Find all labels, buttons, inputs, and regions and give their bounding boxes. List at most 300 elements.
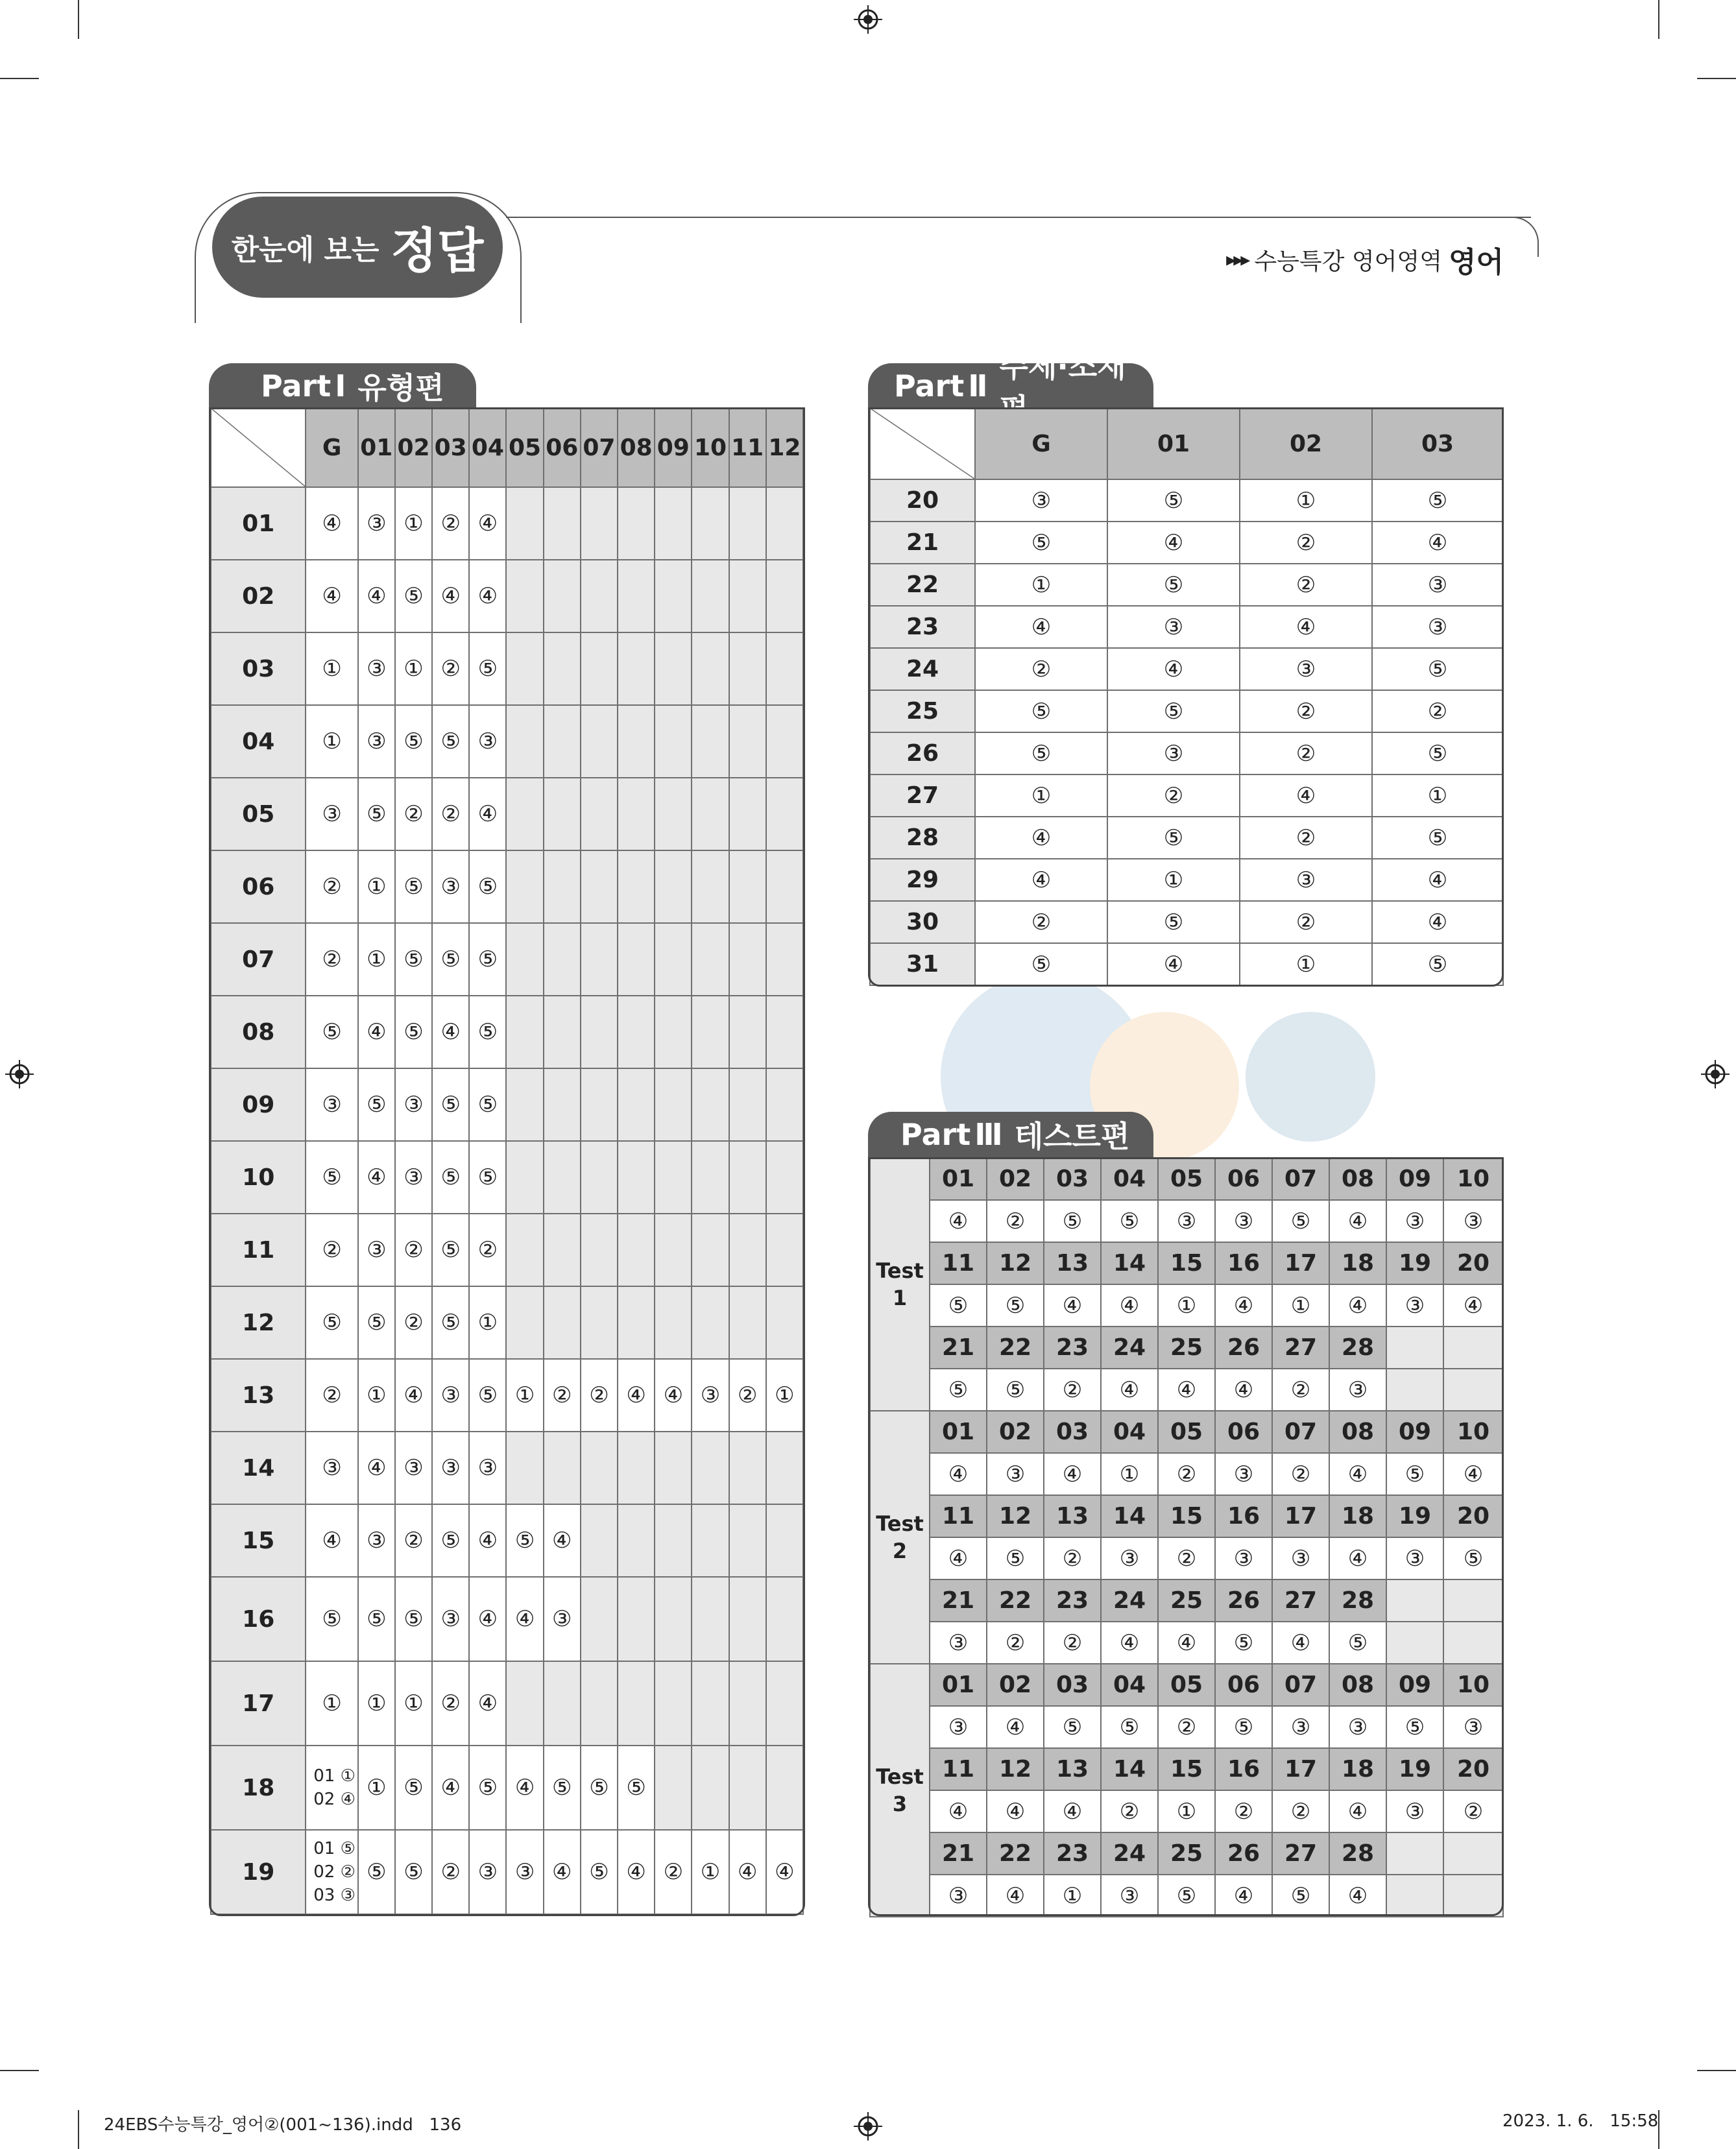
answer-cell: ⑤ <box>358 1830 395 1914</box>
part2-tab-title: 주제·소재 <box>999 349 1126 384</box>
answer-cell: ② <box>1443 1790 1503 1832</box>
answer-cell: ⑤ <box>469 1746 506 1830</box>
crop-mark <box>78 2110 79 2149</box>
crop-mark <box>1697 78 1736 79</box>
question-number: 24 <box>1101 1832 1158 1875</box>
answer-cell: ③ <box>358 705 395 778</box>
answer-cell: ② <box>1044 1622 1101 1664</box>
answer-cell: ① <box>975 774 1107 817</box>
answer-cell: ⑤ <box>395 1577 432 1661</box>
answer-cell: ⑤ <box>1386 1453 1443 1495</box>
answer-cell: ③ <box>1101 1875 1158 1917</box>
header-rule-end <box>1512 217 1539 257</box>
answer-cell: ③ <box>358 1214 395 1286</box>
question-number: 10 <box>1443 1411 1503 1453</box>
answer-cell: ④ <box>1329 1875 1386 1917</box>
question-number: 23 <box>1044 1327 1101 1369</box>
answer-cell: ① <box>1158 1790 1215 1832</box>
row-number: 08 <box>211 996 306 1068</box>
question-number: 16 <box>1215 1242 1272 1284</box>
answer-cell: ④ <box>469 778 506 850</box>
question-number: 13 <box>1044 1495 1101 1537</box>
watermark-circle <box>1246 1012 1375 1142</box>
answer-cell: ③ <box>930 1875 987 1917</box>
question-number: 26 <box>1215 1327 1272 1369</box>
answer-cell: ⑤ <box>930 1284 987 1327</box>
answer-cell: ③ <box>1158 1200 1215 1242</box>
answer-cell: ④ <box>1107 943 1240 985</box>
answer-cell: ⑤ <box>395 850 432 923</box>
row-number: 09 <box>211 1068 306 1141</box>
answer-cell: ① <box>1158 1284 1215 1327</box>
answer-cell: ④ <box>1240 606 1372 648</box>
part3-tab-part: Part <box>900 1117 971 1152</box>
question-number: 01 <box>930 1664 987 1706</box>
answer-cell: ③ <box>1386 1537 1443 1579</box>
answer-cell: ⑤ <box>581 1830 618 1914</box>
question-number: 13 <box>1044 1242 1101 1284</box>
answer-cell: ② <box>432 778 469 850</box>
answer-cell: ① <box>692 1830 729 1914</box>
question-number: 13 <box>1044 1748 1101 1790</box>
answer-cell: ④ <box>395 1359 432 1432</box>
answer-cell: ④ <box>1329 1537 1386 1579</box>
answer-cell: ⑤ <box>1372 648 1503 690</box>
answer-cell: ② <box>432 632 469 705</box>
answer-cell: ② <box>1372 690 1503 732</box>
row-number: 11 <box>211 1214 306 1286</box>
answer-cell: ⑤ <box>987 1369 1044 1411</box>
question-number: 04 <box>1101 1664 1158 1706</box>
answer-cell: ④ <box>469 1661 506 1746</box>
answer-cell: ⑤ <box>1372 943 1503 985</box>
answer-cell: ② <box>544 1359 581 1432</box>
answer-cell: ④ <box>1372 901 1503 943</box>
question-number: 27 <box>1272 1832 1329 1875</box>
answer-cell: ③ <box>432 1359 469 1432</box>
answer-cell: ② <box>1158 1706 1215 1748</box>
answer-cell: ⑤ <box>1386 1706 1443 1748</box>
answer-cell: ④ <box>306 1504 357 1577</box>
question-number: 14 <box>1101 1495 1158 1537</box>
answer-cell: ③ <box>1101 1537 1158 1579</box>
answer-cell: ④ <box>432 996 469 1068</box>
answer-cell: ④ <box>987 1875 1044 1917</box>
question-number: 04 <box>1101 1158 1158 1200</box>
answer-cell: ④ <box>1044 1284 1101 1327</box>
answer-cell: ③ <box>395 1432 432 1504</box>
row-number: 30 <box>870 901 975 943</box>
answer-cell: ④ <box>358 1432 395 1504</box>
answer-cell: ④ <box>655 1359 692 1432</box>
answer-cell: ④ <box>1158 1622 1215 1664</box>
answer-cell: ⑤ <box>975 522 1107 564</box>
question-number: 19 <box>1386 1495 1443 1537</box>
question-number: 17 <box>1272 1748 1329 1790</box>
answer-cell: ⑤ <box>432 1286 469 1359</box>
test-label: Test 1 <box>870 1158 930 1411</box>
question-number: 09 <box>1386 1411 1443 1453</box>
answer-cell: ③ <box>1329 1369 1386 1411</box>
answer-cell: ⑤ <box>432 1068 469 1141</box>
column-header: 03 <box>1372 408 1503 479</box>
question-number: 22 <box>987 1832 1044 1875</box>
answer-cell: ① <box>395 632 432 705</box>
column-header: 01 <box>1107 408 1240 479</box>
answer-cell: ③ <box>1107 606 1240 648</box>
answer-cell: ② <box>1240 732 1372 774</box>
answer-cell: ① <box>1240 479 1372 522</box>
question-number: 08 <box>1329 1664 1386 1706</box>
answer-cell: ③ <box>1386 1790 1443 1832</box>
answer-cell: ① <box>358 923 395 996</box>
answer-cell: ⑤ <box>432 1504 469 1577</box>
row-number: 12 <box>211 1286 306 1359</box>
question-number: 23 <box>1044 1832 1101 1875</box>
part2-tab-roman: Ⅱ <box>968 368 988 403</box>
answer-cell: ④ <box>1215 1284 1272 1327</box>
answer-cell: ⑤ <box>306 1286 357 1359</box>
part1-tab <box>209 363 476 409</box>
row-number: 03 <box>211 632 306 705</box>
answer-cell: ③ <box>306 778 357 850</box>
answer-cell: ⑤ <box>469 632 506 705</box>
answer-cell: ④ <box>306 487 357 560</box>
answer-cell: ④ <box>1101 1622 1158 1664</box>
test-label: Test 3 <box>870 1664 930 1917</box>
answer-cell: ⑤ <box>306 1141 357 1214</box>
answer-cell: ② <box>655 1830 692 1914</box>
row-number: 27 <box>870 774 975 817</box>
question-number: 25 <box>1158 1327 1215 1369</box>
answer-cell: ④ <box>1329 1453 1386 1495</box>
answer-cell: ③ <box>1272 1537 1329 1579</box>
answer-cell: ① <box>1107 859 1240 901</box>
answer-cell: ③ <box>1329 1706 1386 1748</box>
question-number: 28 <box>1329 1327 1386 1369</box>
answer-cell: ② <box>975 901 1107 943</box>
row-number: 07 <box>211 923 306 996</box>
answer-cell: ① <box>469 1286 506 1359</box>
answer-cell: ② <box>1240 564 1372 606</box>
column-header: 02 <box>395 408 432 487</box>
answer-cell: ⑤ <box>1272 1200 1329 1242</box>
question-number: 26 <box>1215 1832 1272 1875</box>
crop-mark <box>0 78 39 79</box>
row-number: 29 <box>870 859 975 901</box>
answer-cell: ⑤ <box>975 732 1107 774</box>
answer-cell: ③ <box>395 1068 432 1141</box>
row-number: 18 <box>211 1746 306 1830</box>
answer-cell: ③ <box>930 1706 987 1748</box>
question-number: 23 <box>1044 1579 1101 1622</box>
answer-cell: ④ <box>432 560 469 632</box>
answer-cell: ① <box>1372 774 1503 817</box>
question-number: 08 <box>1329 1411 1386 1453</box>
answer-cell: ④ <box>544 1830 581 1914</box>
answer-cell: ⑤ <box>469 850 506 923</box>
answer-cell: ④ <box>1329 1790 1386 1832</box>
answer-cell: ④ <box>618 1359 655 1432</box>
question-number: 06 <box>1215 1411 1272 1453</box>
answer-cell: ⑤ <box>395 1830 432 1914</box>
answer-cell: ⑤ <box>432 923 469 996</box>
answer-cell: ⑤ <box>469 1359 506 1432</box>
question-number: 01 <box>930 1411 987 1453</box>
answer-cell: ③ <box>358 632 395 705</box>
answer-cell: ③ <box>1215 1453 1272 1495</box>
answer-cell: ⑤ <box>975 690 1107 732</box>
answer-cell: ④ <box>1044 1790 1101 1832</box>
answer-cell: ④ <box>618 1830 655 1914</box>
answer-cell: ⑤ <box>1044 1706 1101 1748</box>
answer-cell: ① <box>1272 1284 1329 1327</box>
answer-cell: ② <box>1101 1790 1158 1832</box>
answer-cell: ⑤ <box>1107 690 1240 732</box>
row-number: 21 <box>870 522 975 564</box>
crop-mark <box>0 2070 39 2071</box>
answer-cell: ③ <box>1443 1706 1503 1748</box>
answer-cell: ④ <box>469 560 506 632</box>
question-number: 02 <box>987 1158 1044 1200</box>
question-number: 21 <box>930 1327 987 1369</box>
answer-cell: ③ <box>1107 732 1240 774</box>
answer-cell: ⑤ <box>395 996 432 1068</box>
question-number: 18 <box>1329 1242 1386 1284</box>
answer-cell: ⑤ <box>432 1141 469 1214</box>
answer-cell: ① <box>1101 1453 1158 1495</box>
answer-cell: ③ <box>692 1359 729 1432</box>
answer-cell: ⑤ <box>1215 1622 1272 1664</box>
part2-tab-part: Part <box>894 368 965 403</box>
registration-mark-icon <box>1701 1060 1730 1088</box>
question-number: 02 <box>987 1411 1044 1453</box>
answer-cell: ④ <box>1158 1369 1215 1411</box>
column-header: 07 <box>581 408 618 487</box>
answer-cell: 01 ① 02 ④ <box>306 1746 357 1830</box>
question-number: 06 <box>1215 1664 1272 1706</box>
answer-cell: ⑤ <box>1044 1200 1101 1242</box>
part3-frame <box>868 1157 1504 1916</box>
answer-cell: ④ <box>975 606 1107 648</box>
answer-cell: ⑤ <box>306 996 357 1068</box>
row-number: 01 <box>211 487 306 560</box>
question-number: 05 <box>1158 1664 1215 1706</box>
answer-cell: ⑤ <box>469 996 506 1068</box>
registration-mark-icon <box>5 1060 34 1088</box>
question-number: 22 <box>987 1327 1044 1369</box>
answer-cell: ⑤ <box>1372 732 1503 774</box>
answer-cell: ③ <box>1372 564 1503 606</box>
part2-frame <box>868 407 1504 987</box>
answer-cell: ② <box>1272 1369 1329 1411</box>
column-header: G <box>975 408 1107 479</box>
answer-cell: ⑤ <box>395 1746 432 1830</box>
answer-cell: ⑤ <box>432 1214 469 1286</box>
answer-cell: ② <box>1240 817 1372 859</box>
answer-cell: ⑤ <box>1215 1706 1272 1748</box>
answer-cell: ③ <box>1215 1200 1272 1242</box>
row-number: 17 <box>211 1661 306 1746</box>
answer-cell: ③ <box>987 1453 1044 1495</box>
column-header: 03 <box>432 408 469 487</box>
column-header: 09 <box>655 408 692 487</box>
answer-cell: ④ <box>930 1790 987 1832</box>
answer-cell: ④ <box>1272 1622 1329 1664</box>
question-number: 07 <box>1272 1411 1329 1453</box>
answer-cell: ③ <box>306 1068 357 1141</box>
page-title <box>212 197 503 298</box>
registration-mark-icon <box>854 5 882 34</box>
question-number: 18 <box>1329 1748 1386 1790</box>
answer-cell: ① <box>358 1746 395 1830</box>
question-number: 14 <box>1101 1242 1158 1284</box>
answer-cell: ② <box>306 1214 357 1286</box>
question-number: 26 <box>1215 1579 1272 1622</box>
answer-cell: ② <box>581 1359 618 1432</box>
crop-mark <box>1658 0 1659 39</box>
answer-cell: ② <box>975 648 1107 690</box>
answer-cell: ② <box>1107 774 1240 817</box>
answer-cell: ④ <box>506 1577 543 1661</box>
answer-cell: ③ <box>1240 648 1372 690</box>
answer-cell: ⑤ <box>395 923 432 996</box>
answer-cell: ④ <box>358 1141 395 1214</box>
row-number: 23 <box>870 606 975 648</box>
answer-cell: ⑤ <box>1158 1875 1215 1917</box>
answer-cell: ④ <box>469 487 506 560</box>
row-number: 05 <box>211 778 306 850</box>
answer-cell: ④ <box>987 1706 1044 1748</box>
answer-cell: ④ <box>1329 1284 1386 1327</box>
column-header: 05 <box>506 408 543 487</box>
answer-cell: ③ <box>432 1577 469 1661</box>
answer-cell: ② <box>987 1622 1044 1664</box>
answer-cell: ③ <box>469 705 506 778</box>
answer-cell: ① <box>1044 1875 1101 1917</box>
question-number: 27 <box>1272 1579 1329 1622</box>
question-number: 12 <box>987 1748 1044 1790</box>
answer-cell: ② <box>395 1214 432 1286</box>
answer-cell: ④ <box>975 859 1107 901</box>
row-number: 16 <box>211 1577 306 1661</box>
answer-cell: ④ <box>1101 1284 1158 1327</box>
row-number: 28 <box>870 817 975 859</box>
answer-cell: ③ <box>975 479 1107 522</box>
answer-cell: ③ <box>306 1432 357 1504</box>
question-number: 21 <box>930 1579 987 1622</box>
answer-cell: ④ <box>1215 1875 1272 1917</box>
answer-cell: ⑤ <box>1107 817 1240 859</box>
answer-cell: ⑤ <box>395 705 432 778</box>
question-number: 10 <box>1443 1664 1503 1706</box>
question-number: 17 <box>1272 1242 1329 1284</box>
question-number: 15 <box>1158 1748 1215 1790</box>
answer-cell: ④ <box>975 817 1107 859</box>
answer-cell: ② <box>1272 1790 1329 1832</box>
question-number: 25 <box>1158 1579 1215 1622</box>
part3-tab-roman: Ⅲ <box>974 1117 1003 1152</box>
answer-cell: ④ <box>432 1746 469 1830</box>
answer-cell: ⑤ <box>358 1068 395 1141</box>
answer-cell: ⑤ <box>987 1284 1044 1327</box>
answer-cell: ⑤ <box>358 778 395 850</box>
crop-mark <box>78 0 79 39</box>
question-number: 09 <box>1386 1158 1443 1200</box>
answer-cell: ③ <box>469 1830 506 1914</box>
question-number: 18 <box>1329 1495 1386 1537</box>
footer-timestamp: 2023. 1. 6. 15:58 <box>1502 2111 1659 2131</box>
answer-cell: ④ <box>358 560 395 632</box>
question-number: 24 <box>1101 1579 1158 1622</box>
row-number: 15 <box>211 1504 306 1577</box>
answer-cell: ④ <box>930 1200 987 1242</box>
answer-cell: ② <box>1158 1537 1215 1579</box>
answer-cell: ④ <box>729 1830 766 1914</box>
question-number: 05 <box>1158 1411 1215 1453</box>
page-title-prefix: 한눈에 보는 <box>231 234 380 267</box>
question-number: 20 <box>1443 1495 1503 1537</box>
answer-cell: ⑤ <box>618 1746 655 1830</box>
answer-cell: ① <box>395 487 432 560</box>
answer-cell: ③ <box>1215 1537 1272 1579</box>
question-number: 20 <box>1443 1242 1503 1284</box>
question-number: 28 <box>1329 1832 1386 1875</box>
question-number: 21 <box>930 1832 987 1875</box>
answer-cell: ① <box>506 1359 543 1432</box>
answer-cell: ③ <box>1372 606 1503 648</box>
question-number: 16 <box>1215 1495 1272 1537</box>
answer-cell: ④ <box>1044 1453 1101 1495</box>
row-number: 13 <box>211 1359 306 1432</box>
part1-tab-title: 유형편 <box>357 370 444 405</box>
triple-arrow-icon: ▸▸▸ <box>1226 248 1248 271</box>
answer-cell: ① <box>975 564 1107 606</box>
answer-cell: ② <box>469 1214 506 1286</box>
answer-cell: ② <box>1044 1537 1101 1579</box>
crop-mark <box>1658 2110 1659 2149</box>
answer-cell: ③ <box>1386 1200 1443 1242</box>
question-number: 17 <box>1272 1495 1329 1537</box>
row-number: 22 <box>870 564 975 606</box>
question-number: 25 <box>1158 1832 1215 1875</box>
row-number: 20 <box>870 479 975 522</box>
answer-cell: ④ <box>1107 648 1240 690</box>
answer-cell: ④ <box>1443 1284 1503 1327</box>
row-number: 10 <box>211 1141 306 1214</box>
answer-cell: ⑤ <box>975 943 1107 985</box>
book-label <box>1226 239 1504 280</box>
answer-cell: ③ <box>358 487 395 560</box>
answer-cell: ② <box>987 1200 1044 1242</box>
answer-cell: ⑤ <box>1329 1622 1386 1664</box>
answer-cell: ④ <box>1372 859 1503 901</box>
row-number: 06 <box>211 850 306 923</box>
answer-cell: ⑤ <box>987 1537 1044 1579</box>
question-number: 04 <box>1101 1411 1158 1453</box>
answer-cell: ① <box>306 705 357 778</box>
answer-cell: ⑤ <box>930 1369 987 1411</box>
answer-cell: ② <box>432 487 469 560</box>
header-rule <box>506 217 1531 218</box>
row-number: 26 <box>870 732 975 774</box>
answer-cell: ⑤ <box>1101 1200 1158 1242</box>
answer-cell: ③ <box>506 1830 543 1914</box>
answer-cell: ④ <box>1101 1369 1158 1411</box>
answer-cell: ⑤ <box>432 705 469 778</box>
answer-cell: ③ <box>432 1432 469 1504</box>
answer-cell: ⑤ <box>395 560 432 632</box>
